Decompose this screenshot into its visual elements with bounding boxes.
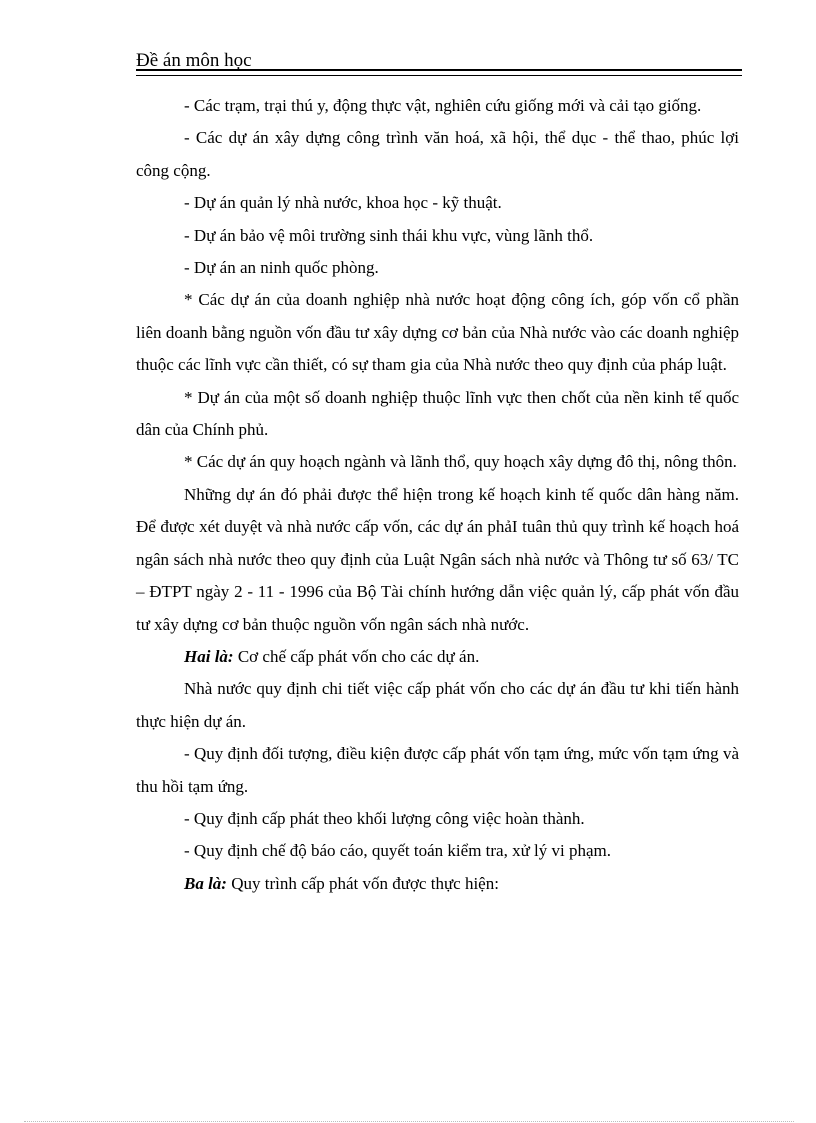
paragraph-text: - Dự án bảo vệ môi trường sinh thái khu vực, vùng lãnh thổ. (184, 225, 594, 245)
paragraph-text: - Các dự án xây dựng công trình văn hoá, xã hội, thể dục - thể thao, phúc lợi công cộng. (136, 128, 739, 180)
paragraph-ke-hoach (136, 479, 739, 641)
page-bottom-dotted-border (24, 1121, 794, 1122)
paragraph-star-quy-hoach (136, 446, 739, 478)
page-header (136, 50, 742, 73)
paragraph-hai-la (136, 641, 739, 673)
paragraph-bullet-moi-truong (136, 220, 739, 252)
paragraph-text: - Dự án quản lý nhà nước, khoa học - kỹ thuật. (184, 193, 502, 213)
paragraph-bullet-bao-cao (136, 835, 739, 867)
paragraph-star-cong-ich (136, 284, 739, 381)
paragraph-bullet-tam-ung (136, 738, 739, 803)
paragraph-text: Nhà nước quy định chi tiết việc cấp phát vốn cho các dự án đầu tư khi tiến hành thực hiện dự án. (136, 679, 739, 731)
paragraph-bullet-quan-ly (136, 187, 739, 219)
paragraph-text: * Các dự án quy hoạch ngành và lãnh thổ, quy hoạch xây dựng đô thị, nông thôn. (184, 452, 737, 472)
paragraph-lead: Ba là: (184, 873, 227, 893)
paragraph-quy-dinh-chi-tiet (136, 673, 739, 738)
paragraph-star-then-chot (136, 382, 739, 447)
header-double-rule (136, 69, 742, 76)
paragraph-text: - Quy định chế độ báo cáo, quyết toán kiểm tra, xử lý vi phạm. (184, 841, 612, 861)
paragraph-bullet-an-ninh (136, 252, 739, 284)
paragraph-text: Những dự án đó phải được thể hiện trong kế hoạch kinh tế quốc dân hàng năm. Để được xét duyệt và nhà nước cấp vốn, các dự án phảI tuân thủ quy trình kế hoạch hoá ngân sách nhà nước theo quy định của Luật Ngân sách nhà nước và Thông tư số 63/ TC – ĐTPT ngày 2 - 11 - 1996 của Bộ Tài chính hướng dẫn việc quản lý, cấp phát vốn đầu tư xây dựng cơ bản thuộc nguồn vốn ngân sách nhà nước. (136, 484, 739, 634)
paragraph-bullet-khoi-luong (136, 803, 739, 835)
paragraph-ba-la (136, 868, 739, 900)
paragraph-text: * Dự án của một số doanh nghiệp thuộc lĩnh vực then chốt của nền kinh tế quốc dân của Chính phủ. (136, 387, 739, 440)
paragraph-text: Cơ chế cấp phát vốn cho các dự án. (233, 646, 480, 666)
paragraph-text: Quy trình cấp phát vốn được thực hiện: (226, 873, 499, 893)
paragraph-text: - Quy định đối tượng, điều kiện được cấp phát vốn tạm ứng, mức vốn tạm ứng và thu hồi tạm ứng. (136, 744, 739, 796)
paragraph-text: - Quy định cấp phát theo khối lượng công việc hoàn thành. (184, 808, 585, 828)
header-title: Đề án môn học (136, 50, 252, 71)
paragraph-text: - Các trạm, trại thú y, động thực vật, nghiên cứu giống mới và cải tạo giống. (184, 96, 702, 115)
paragraph-bullet-van-hoa (136, 122, 739, 187)
paragraph-text: * Các dự án của doanh nghiệp nhà nước hoạt động công ích, góp vốn cổ phần liên doanh bằng nguồn vốn đầu tư xây dựng cơ bản của Nhà nước vào các doanh nghiệp thuộc các lĩnh vực cần thiết, có sự tham gia của Nhà nước theo quy định của pháp luật. (136, 290, 739, 375)
paragraph-bullet-tram-trai (136, 90, 739, 122)
document-body (136, 90, 739, 900)
paragraph-text: - Dự án an ninh quốc phòng. (184, 258, 379, 278)
paragraph-lead: Hai là: (184, 646, 234, 666)
